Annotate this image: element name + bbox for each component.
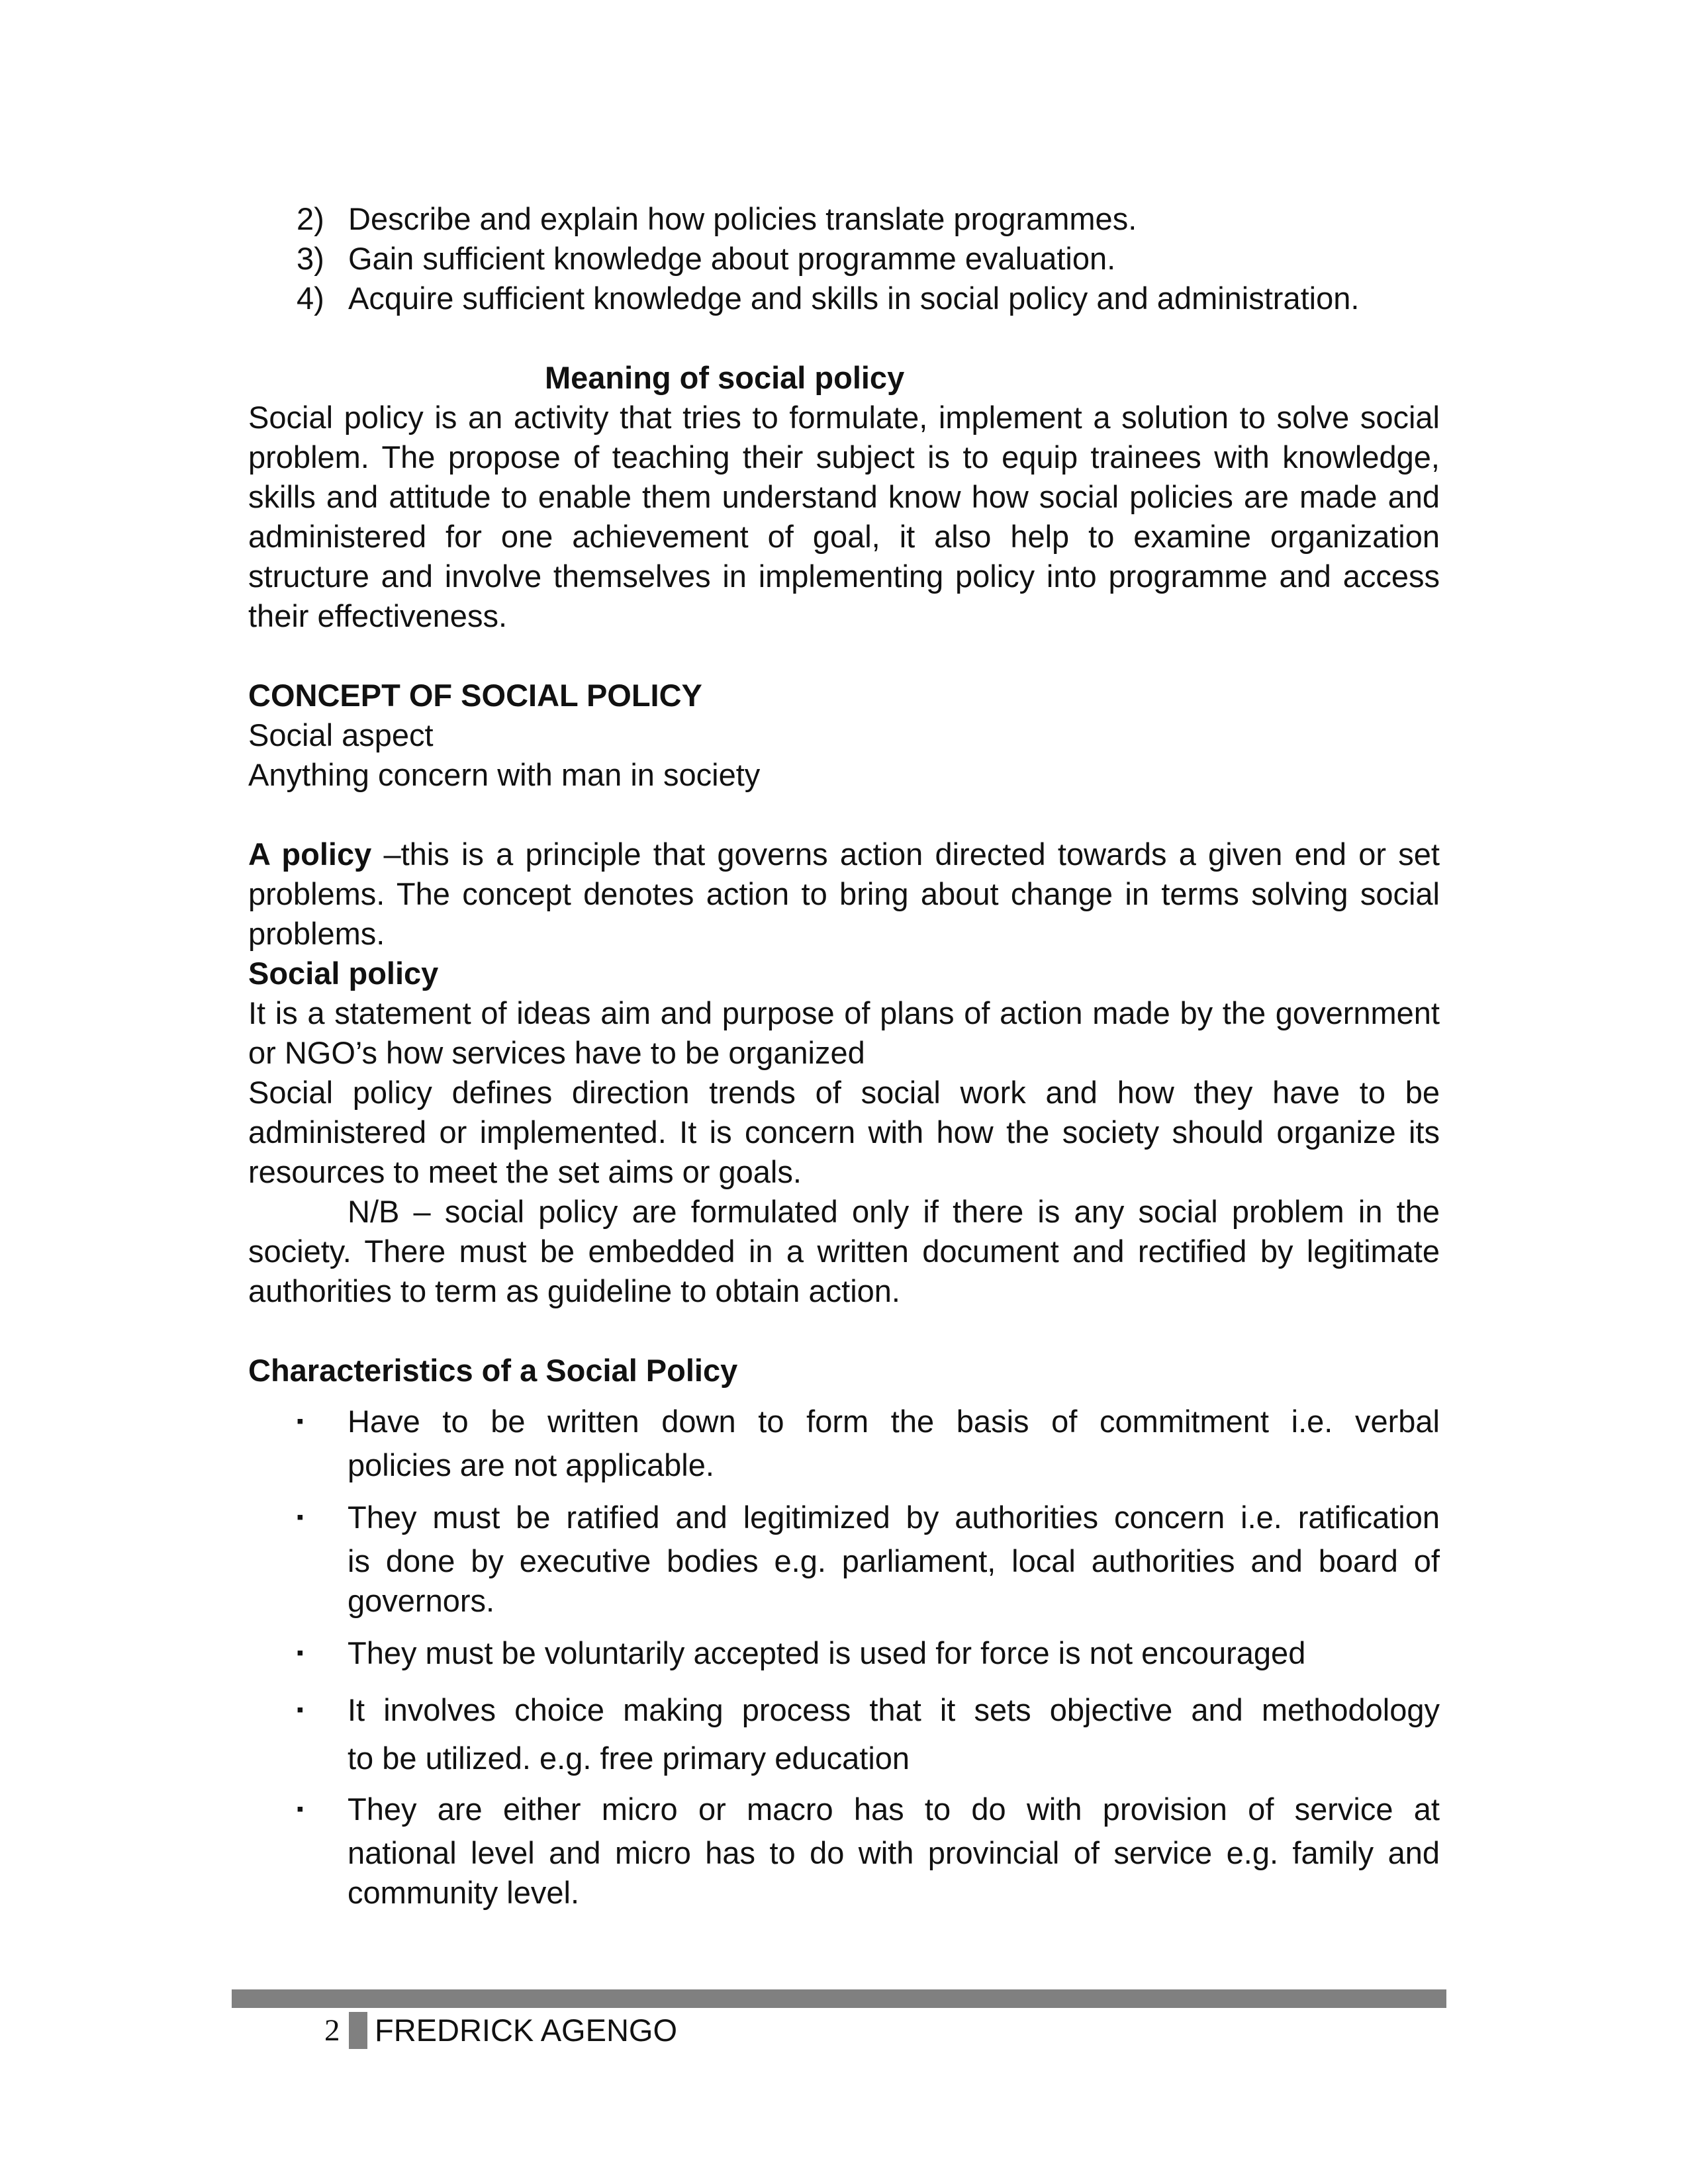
characteristic-text: They are either micro or macro has to do with provision of service at [348, 1792, 1440, 1827]
characteristic-item [297, 1785, 1440, 1913]
social-policy-paragraph-2: Social policy defines direction trends of social work and how they have to be administered or implemented. It is concern with how the society should organize its resources to meet the set aims or goals. [248, 1075, 1440, 1189]
characteristic-text: It involves choice making process that it sets objective and methodology [348, 1692, 1440, 1727]
social-policy-paragraph-1: It is a statement of ideas aim and purpose of plans of action made by the government or NGO’s how services have to be organized [248, 995, 1440, 1070]
characteristic-item [297, 1686, 1440, 1782]
objective-text: Describe and explain how policies translate programmes. [348, 201, 1137, 236]
bullet-square-icon: ▪ [297, 1798, 304, 1820]
characteristic-text: Have to be written down to form the basis of commitment i.e. verbal [348, 1404, 1440, 1439]
objective-number: 2) [297, 201, 324, 236]
characteristic-text-continued: to be utilized. e.g. free primary education [348, 1741, 910, 1776]
characteristic-text-continued: policies are not applicable. [348, 1447, 714, 1482]
characteristic-text-continued: is done by executive bodies e.g. parliament, local authorities and board of governors. [348, 1543, 1440, 1618]
concept-heading: CONCEPT OF SOCIAL POLICY [248, 678, 702, 713]
bullet-square-icon: ▪ [297, 1506, 304, 1528]
footer-author: FREDRICK AGENGO [375, 2013, 678, 2048]
policy-definition-text: –this is a principle that governs action directed towards a given end or set problems. The concept denotes action to bring about change in terms solving social problems. [248, 837, 1440, 951]
policy-term: A policy [248, 837, 372, 872]
concept-line-social-aspect: Social aspect [248, 717, 434, 752]
meaning-paragraph: Social policy is an activity that tries to formulate, implement a solution to solve social problem. The propose of teaching their subject is to equip trainees with knowledge, skills and attitude to enable them understand know how social policies are made and administered for one achievement of goal, it also help to examine organization structure and involve themselves in implementing policy into programme and access their effectiveness. [248, 400, 1440, 633]
characteristic-item [297, 1397, 1440, 1485]
characteristic-text: They must be voluntarily accepted is used for force is not encouraged [348, 1635, 1306, 1670]
footer-separator [349, 2012, 367, 2049]
page-number: 2 [324, 2013, 340, 2048]
bullet-square-icon: ▪ [297, 1642, 304, 1664]
concept-line-man-in-society: Anything concern with man in society [248, 757, 761, 792]
characteristic-text: They must be ratified and legitimized by authorities concern i.e. ratification [348, 1500, 1440, 1535]
footer-rule [232, 1989, 1446, 2008]
meaning-heading: Meaning of social policy [545, 360, 905, 395]
characteristic-item [297, 1629, 1440, 1677]
social-policy-note: N/B – social policy are formulated only if there is any social problem in the society. There must be embedded in a written document and rectified by legitimate authorities to term as guideline to obtain action. [248, 1194, 1440, 1308]
objective-number: 3) [297, 241, 324, 276]
characteristic-text-continued: national level and micro has to do with provincial of service e.g. family and community level. [348, 1835, 1440, 1910]
social-policy-heading: Social policy [248, 956, 439, 991]
objective-item [297, 199, 1440, 239]
objective-text: Gain sufficient knowledge about programme evaluation. [348, 241, 1116, 276]
policy-definition [248, 835, 1440, 954]
objective-item [297, 239, 1440, 279]
bullet-square-icon: ▪ [297, 1699, 304, 1721]
characteristic-item [297, 1493, 1440, 1621]
objective-text: Acquire sufficient knowledge and skills in social policy and administration. [348, 281, 1360, 316]
characteristics-heading: Characteristics of a Social Policy [248, 1353, 738, 1388]
objective-number: 4) [297, 281, 324, 316]
bullet-square-icon: ▪ [297, 1410, 304, 1432]
objective-item [297, 279, 1440, 318]
